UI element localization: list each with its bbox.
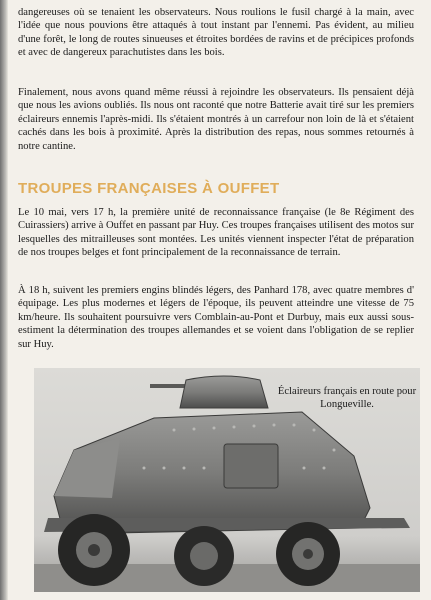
side-hatch <box>224 444 278 488</box>
paragraph-2: Finalement, nous avons quand même réussi à rejoindre les observateurs. Ils pensaient déjà que nous les avions oubliés. Ils nous ont raconté que notre Batterie avait tiré sur les premiers éclaireurs ennemis l'après-midi. Ils s'étaient montrés à un carrefour non loin de là et s'étaient cachés dans les bois à proximité. Après la distribution des repas, nous sommes retournés à notre cantine. <box>18 87 414 152</box>
book-page <box>18 0 417 600</box>
section-heading: TROUPES FRANÇAISES À OUFFET <box>18 180 280 197</box>
photo-caption: Éclaireurs français en route pour Longueville. <box>277 386 417 411</box>
paragraph-1: dangereuses où se tenaient les observateurs. Nous roulions le fusil chargé à la main, avec l'idée que nous pouvions être attaqués à tout instant par l'ennemi. Pas évident, au milieu d'une forêt, le long de routes sinueuses et étroites bordées de ravins et de précipices profonds et avec de dangereux parachutistes dans les bois. <box>18 7 414 59</box>
page-binding-shadow <box>0 0 8 600</box>
section-paragraph-1: Le 10 mai, vers 17 h, la première unité de reconnaissance française (le 8e Régiment des Cuirassiers) arrive à Ouffet en passant par Huy. Ces troupes françaises utilisent des motos sur lesquelles des mitrailleuses sont montées. Les unités viennent inspecter l'état de préparation de nos troupes belges et font principalement de la reconnaissance de terrain. <box>18 207 414 259</box>
turret <box>180 376 268 408</box>
section-paragraph-2: À 18 h, suivent les premiers engins blindés légers, des Panhard 178, avec quatre membres d' équipage. Les plus modernes et légers de l'époque, ils peuvent atteindre une vitesse de 75 km/heure. Ils souhaitent poursuivre vers Comblain-au-Pont et Durbuy, mais eux aussi sous-estiment la détermination des troupes allemandes et se voient dans l'obligation de se replier sur Huy. <box>18 285 414 350</box>
